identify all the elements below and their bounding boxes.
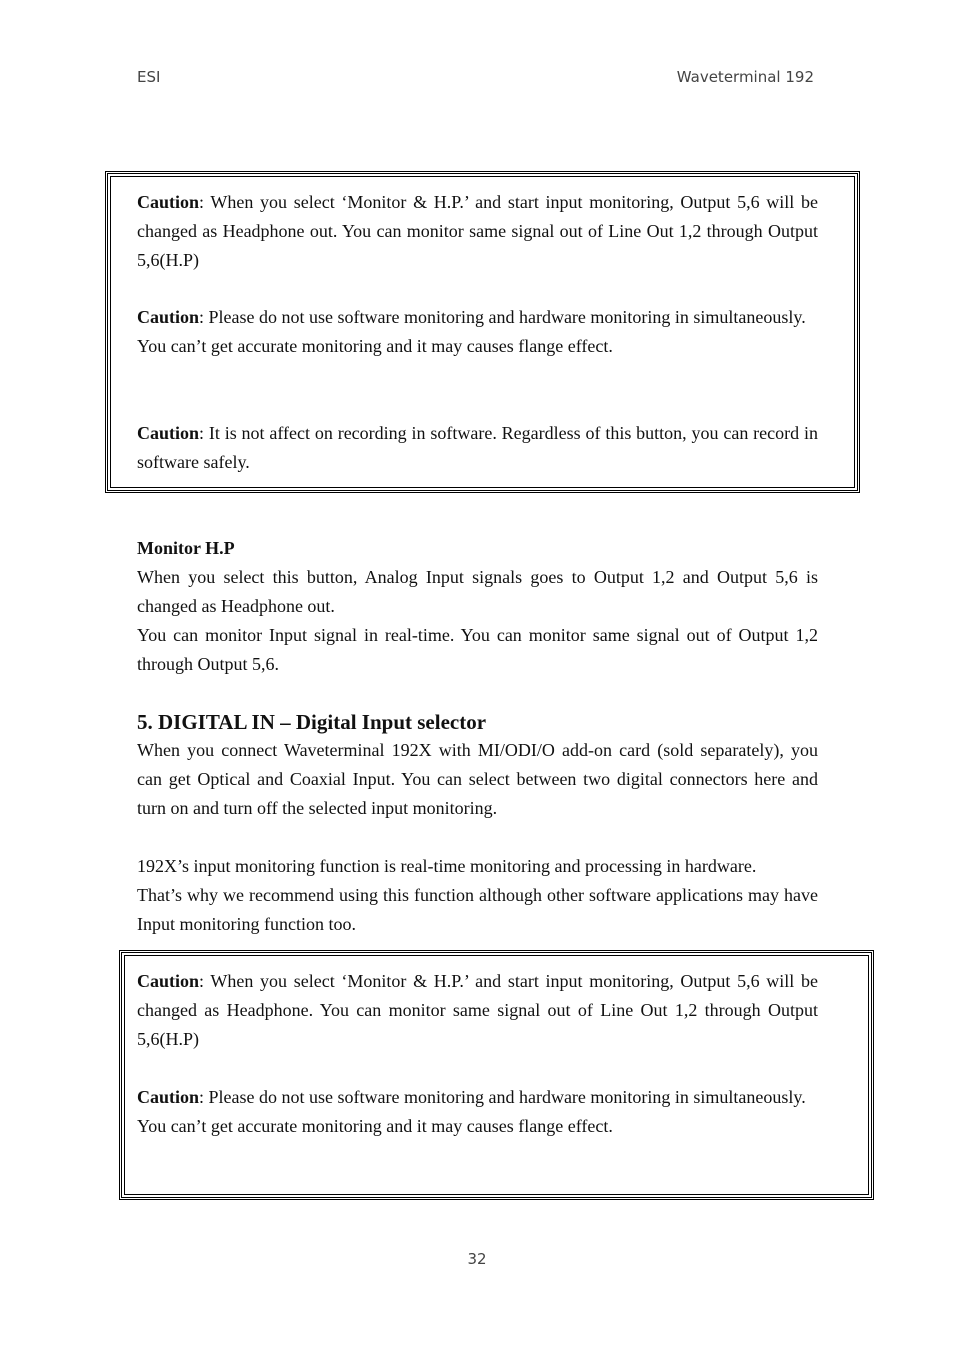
page-number: 32 (467, 1250, 487, 1268)
caution-label: Caution (137, 192, 200, 212)
caution-text: : When you select ‘Monitor & H.P.’ and start input monitoring, Output 5,6 will be changed as Headphone. You can monitor same signal out of Line Out 1,2 through Output 5,6(H.P) (137, 971, 818, 1049)
caution-2-1 (137, 967, 818, 1054)
caution-text: : It is not affect on recording in software. Regardless of this button, you can record in software safely. (137, 423, 818, 472)
header-left: ESI (137, 68, 161, 86)
caution-text: : Please do not use software monitoring and hardware monitoring in simultaneously. (199, 1087, 806, 1107)
caution-label: Caution (137, 423, 200, 443)
caution-label: Caution (137, 1087, 200, 1107)
section-paragraph-2-line1: 192X’s input monitoring function is real-time monitoring and processing in hardware. (137, 856, 757, 876)
section-paragraph-2 (137, 852, 818, 939)
caution-2-2 (137, 1083, 818, 1141)
caution-text: : When you select ‘Monitor & H.P.’ and start input monitoring, Output 5,6 will be changed as Headphone out. You can monitor same signal out of Line Out 1,2 through Output 5,6(H.P) (137, 192, 818, 270)
section-paragraph-2-line2: That’s why we recommend using this function although other software applications may have Input monitoring function too. (137, 885, 818, 934)
monitor-hp-heading: Monitor H.P (137, 538, 235, 558)
section-paragraph-1: When you connect Waveterminal 192X with MI/ODI/O add-on card (sold separately), you can get Optical and Coaxial Input. You can select between two digital connectors here and turn on and turn off the selected input monitoring. (137, 740, 818, 818)
caution-1-2 (137, 303, 818, 361)
caution-text: : Please do not use software monitoring and hardware monitoring in simultaneously. (199, 307, 806, 327)
caution-label: Caution (137, 971, 200, 991)
monitor-hp-paragraph-2: You can monitor Input signal in real-time. You can monitor same signal out of Output 1,2 through Output 5,6. (137, 625, 818, 674)
header-right: Waveterminal 192 (676, 68, 814, 86)
caution-text-line2: You can’t get accurate monitoring and it may causes flange effect. (137, 336, 613, 356)
caution-1-3 (137, 419, 818, 477)
caution-label: Caution (137, 307, 200, 327)
monitor-hp-paragraph-1: When you select this button, Analog Input signals goes to Output 1,2 and Output 5,6 is changed as Headphone out. (137, 567, 818, 616)
caution-1-1 (137, 188, 818, 275)
section-title: 5. DIGITAL IN – Digital Input selector (137, 710, 487, 734)
caution-text-line2: You can’t get accurate monitoring and it may causes flange effect. (137, 1116, 613, 1136)
